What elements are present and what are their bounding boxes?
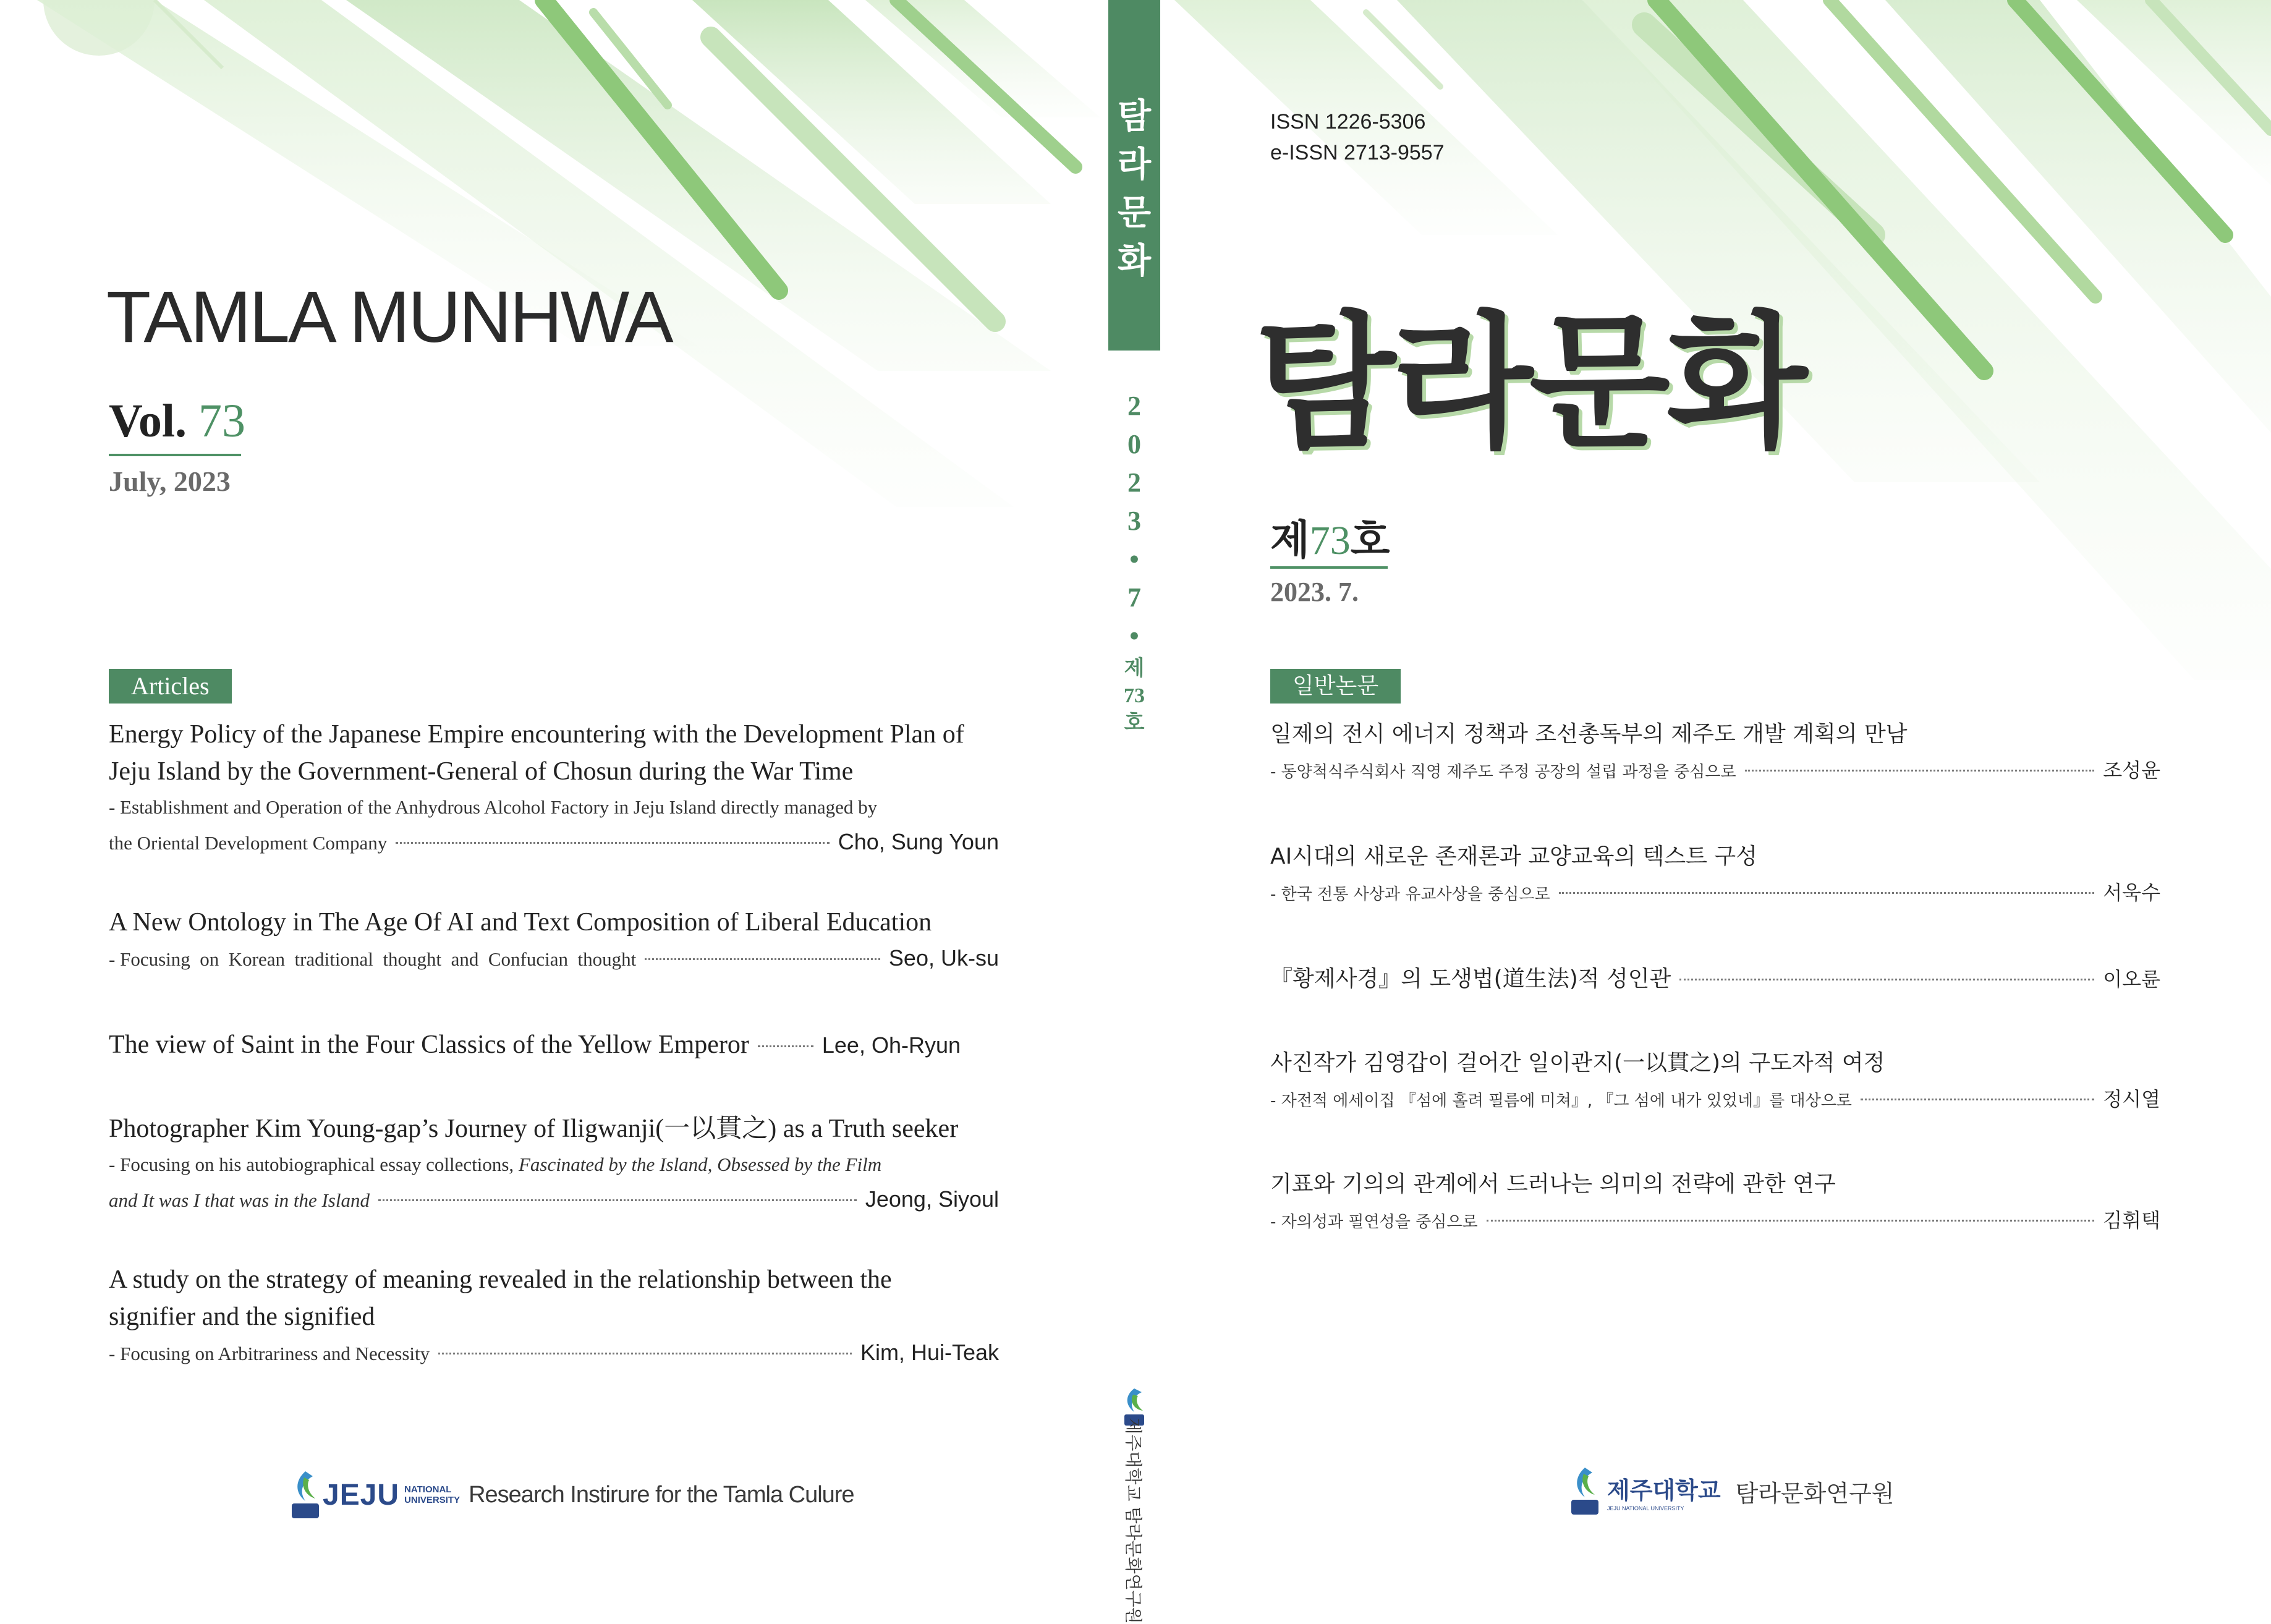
article-1 <box>109 716 999 861</box>
korean-article-2-title: AI시대의 새로운 존재론과 교양교육의 텍스트 구성 <box>1270 844 1757 869</box>
article-3-leader-row <box>109 1026 999 1064</box>
article-1-subtitle-line-2: the Oriental Development Company <box>109 832 388 854</box>
issn-block <box>1270 106 1445 168</box>
korean-article-1-subtitle: - 동양척식주식회사 직영 제주도 주정 공장의 설립 과정을 중심으로 <box>1270 763 1736 781</box>
article-2-leader-row <box>109 941 999 977</box>
korean-article-4-leader-row <box>1270 1082 2160 1118</box>
national-text: NATIONAL <box>404 1484 452 1495</box>
university-name-ko: 제주대학교 <box>1607 1476 1721 1504</box>
spine-date-char: 호 <box>1124 712 1145 734</box>
spine-title-char: 문 <box>1117 194 1152 232</box>
article-5-subtitle: - Focusing on Arbitrariness and Necessity <box>109 1343 430 1364</box>
article-4-leader-row <box>109 1182 999 1218</box>
spine-title-char: 탐 <box>1117 98 1152 136</box>
article-4-subtitle-italic-2: and It was I that was in the Island <box>109 1189 370 1211</box>
article-4-author: Jeong, Siyoul <box>865 1186 999 1212</box>
national-university-text <box>404 1484 460 1505</box>
eissn: e-ISSN 2713-9557 <box>1270 141 1445 164</box>
jeju-emblem-icon <box>1568 1465 1602 1517</box>
english-title: TAMLA MUNHWA <box>106 276 672 358</box>
article-4-subtitle-prefix: - Focusing on his autobiographical essay collections, <box>109 1154 519 1175</box>
article-3-author: Lee, Oh-Ryun <box>821 1032 961 1058</box>
spine-date-char: • <box>1129 544 1139 574</box>
article-4 <box>109 1110 999 1218</box>
article-3-title: The view of Saint in the Four Classics of the Yellow Emperor <box>109 1031 749 1059</box>
korean-article-4-author: 정시열 <box>2103 1087 2160 1111</box>
article-5-leader-row <box>109 1335 999 1371</box>
issue-number: 73 <box>1309 518 1351 563</box>
issue-label <box>1270 507 1390 566</box>
korean-article-5 <box>1270 1166 2160 1239</box>
korean-title: 탐라문화 <box>1255 296 1804 468</box>
article-1-title-line-2: Jeju Island by the Government-General of Chosun during the War Time <box>109 757 854 786</box>
spine-institute-logo <box>1108 1385 1160 1624</box>
dot-leader <box>1679 979 2094 980</box>
article-1-leader-row <box>109 825 999 861</box>
spine-date-char: 2 <box>1127 467 1141 498</box>
spine-title-char: 라 <box>1117 146 1152 184</box>
article-2-subtitle: - Focusing on Korean traditional thought and Confucian thought <box>109 948 637 970</box>
dot-leader <box>378 1199 857 1201</box>
spine-date-char: • <box>1129 621 1139 651</box>
korean-article-3-author: 이오륜 <box>2103 967 2160 991</box>
back-institute-logo <box>288 1469 854 1521</box>
korean-article-1-author: 조성윤 <box>2103 759 2160 782</box>
spine-date-char: 2 <box>1127 391 1141 421</box>
spine-date-char: 73 <box>1124 684 1145 707</box>
dot-leader <box>1487 1220 2095 1222</box>
dot-leader <box>396 842 830 844</box>
korean-article-4-title: 사진작가 김영갑이 걸어간 일이관지(一以貫之)의 구도자적 여정 <box>1270 1050 1885 1076</box>
spine-institute-text: 제주대학교 탐라문화연구원 <box>1123 1418 1144 1624</box>
korean-article-2-leader-row <box>1270 875 2160 912</box>
korean-article-4-subtitle: - 자전적 에세이집 『섬에 홀려 필름에 미쳐』, 『그 섬에 내가 있었네』를 대상으로 <box>1270 1092 1852 1110</box>
volume-prefix: Vol. <box>109 395 187 447</box>
university-name-en: JEJU NATIONAL UNIVERSITY <box>1607 1505 1684 1511</box>
english-date: July, 2023 <box>109 466 231 497</box>
dot-leader <box>1745 770 2095 772</box>
issue-suffix: 호 <box>1350 516 1390 564</box>
article-3 <box>109 1026 999 1064</box>
dot-leader <box>1861 1099 2094 1100</box>
korean-article-1 <box>1270 716 2160 789</box>
korean-article-2-author: 서욱수 <box>2103 881 2160 904</box>
article-4-subtitle-line-1 <box>109 1147 999 1182</box>
article-4-subtitle-italic-1: Fascinated by the Island, Obsessed by the Film <box>518 1154 882 1175</box>
korean-article-3 <box>1270 961 2160 998</box>
articles-section-label: Articles <box>109 669 232 704</box>
volume-label <box>109 394 245 448</box>
jeju-wordmark: JEJU <box>323 1478 400 1511</box>
article-5-title-line-1: A study on the strategy of meaning revealed in the relationship between the <box>109 1265 892 1294</box>
korean-article-4 <box>1270 1045 2160 1118</box>
volume-number: 73 <box>198 395 246 447</box>
article-1-subtitle-line-1: - Establishment and Operation of the Anhydrous Alcohol Factory in Jeju Island directly managed by <box>109 796 878 818</box>
article-2 <box>109 904 999 977</box>
institute-name-ko: 탐라문화연구원 <box>1735 1479 1895 1507</box>
korean-article-2-subtitle: - 한국 전통 사상과 유교사상을 중심으로 <box>1270 885 1550 904</box>
korean-article-5-leader-row <box>1270 1203 2160 1239</box>
korean-date: 2023. 7. <box>1270 577 1359 607</box>
dot-leader <box>1559 892 2095 894</box>
dot-leader <box>438 1353 852 1354</box>
korean-article-2 <box>1270 838 2160 912</box>
spine-date-char: 0 <box>1127 429 1141 459</box>
issue-underline <box>1270 566 1388 569</box>
article-2-title: A New Ontology in The Age Of AI and Text Composition of Liberal Education <box>109 908 932 937</box>
korean-article-5-author: 김휘택 <box>2103 1209 2160 1232</box>
jeju-emblem-icon <box>288 1469 323 1521</box>
article-5-title-line-2: signifier and the signified <box>109 1303 375 1331</box>
spine-title-char: 화 <box>1117 242 1152 281</box>
issue-prefix: 제 <box>1270 516 1310 564</box>
article-5 <box>109 1261 999 1371</box>
spine-date-char: 제 <box>1124 657 1145 680</box>
korean-article-5-title: 기표와 기의의 관계에서 드러나는 의미의 전략에 관한 연구 <box>1270 1171 1836 1197</box>
article-5-author: Kim, Hui-Teak <box>860 1340 999 1365</box>
front-institute-logo <box>1568 1465 1895 1517</box>
spine-date-char: 7 <box>1127 582 1141 613</box>
dot-leader <box>758 1045 813 1047</box>
article-1-author: Cho, Sung Youn <box>838 829 999 854</box>
korean-article-5-subtitle: - 자의성과 필연성을 중심으로 <box>1270 1213 1478 1231</box>
spine-date <box>1108 387 1160 737</box>
spine-title <box>1108 93 1160 286</box>
article-2-author: Seo, Uk-su <box>888 945 999 971</box>
general-articles-label: 일반논문 <box>1270 669 1401 704</box>
korean-article-3-leader-row <box>1270 961 2160 998</box>
article-1-title-line-1: Energy Policy of the Japanese Empire encountering with the Development Plan of <box>109 720 964 749</box>
volume-underline <box>109 454 241 456</box>
institute-name-en: Research Instirure for the Tamla Culure <box>469 1481 854 1508</box>
issn: ISSN 1226-5306 <box>1270 110 1426 134</box>
university-name-block <box>1607 1471 1721 1511</box>
dot-leader <box>645 958 880 960</box>
article-4-title: Photographer Kim Young-gap’s Journey of Iligwanji(一以貫之) as a Truth seeker <box>109 1115 959 1143</box>
korean-article-1-leader-row <box>1270 753 2160 789</box>
university-text: UNIVERSITY <box>404 1495 461 1505</box>
spine-date-char: 3 <box>1127 506 1141 536</box>
korean-article-1-title: 일제의 전시 에너지 정책과 조선총독부의 제주도 개발 계획의 만남 <box>1270 721 1908 747</box>
korean-article-3-title: 『황제사경』의 도생법(道生法)적 성인관 <box>1270 966 1671 992</box>
